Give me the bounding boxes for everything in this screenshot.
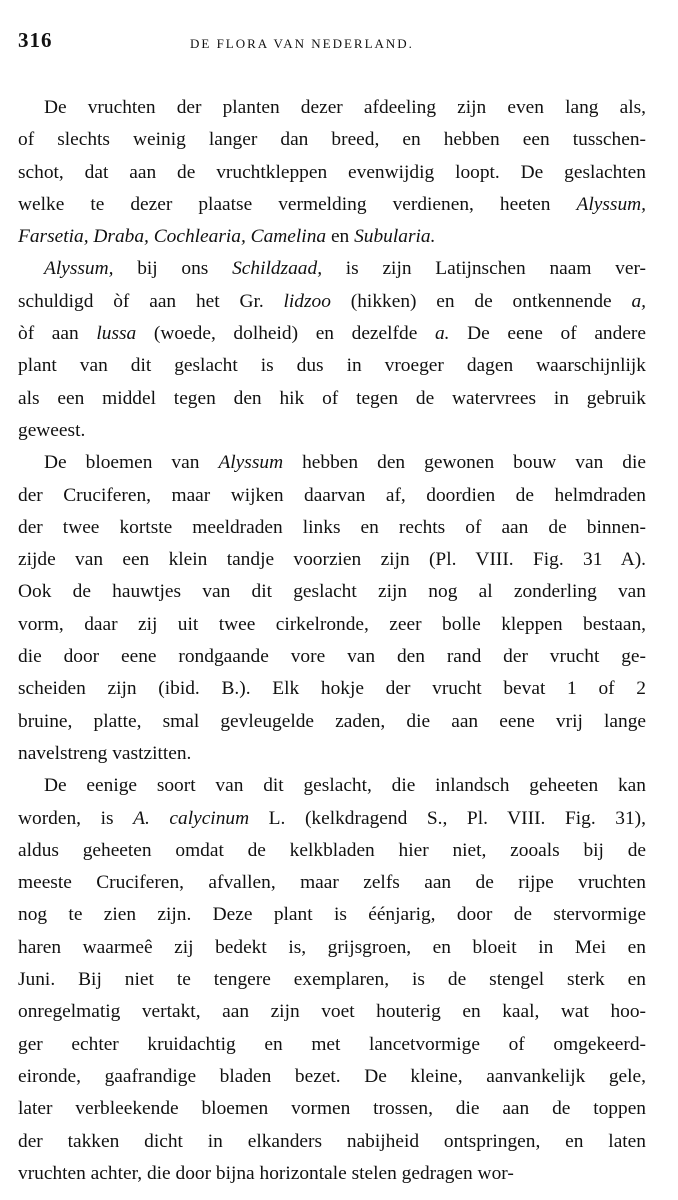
text-run: L. (kelkdragend S., Pl. VIII. Fig. 31), [249,807,646,829]
text-run: en [326,226,355,248]
text-run: De eenige soort van dit geslacht, die inlandsch geheeten kan [44,775,646,797]
text-run: meeste Cruciferen, afvallen, maar zelfs aan de rijpe vruchten [18,872,646,894]
italic-term: lussa [96,323,137,345]
text-line [18,1158,646,1190]
running-head [18,24,646,58]
text-line [18,673,646,705]
text-run: vruchten achter, die door bijna horizontale stelen gedragen wor- [18,1162,514,1184]
text-run: is zijn Latijnschen naam ver- [322,258,646,280]
body-text [18,92,646,1190]
text-line [18,803,646,835]
text-line [18,996,646,1028]
text-run: (woede, dolheid) en dezelfde [136,323,435,345]
text-run: scheiden zijn (ibid. B.). Elk hokje der vrucht bevat 1 of 2 [18,678,646,700]
text-run: onregelmatig vertakt, aan zijn voet houterig en kaal, wat hoo- [18,1001,646,1023]
text-run: aldus geheeten omdat de kelkbladen hier niet, zooals bij de [18,839,646,861]
text-run: eironde, gaafrandige bladen bezet. De kleine, aanvankelijk gele, [18,1065,646,1087]
text-run: haren waarmeê zij bedekt is, grijsgroen, en bloeit in Mei en [18,936,646,958]
text-run: navelstreng vastzitten. [18,742,192,764]
text-line [18,706,646,738]
text-line [18,1126,646,1158]
paragraph [18,92,646,253]
paragraph [18,253,646,447]
text-line [18,899,646,931]
text-line [18,609,646,641]
text-line [18,92,646,124]
text-line [18,738,646,770]
text-run: De vruchten der planten dezer afdeeling zijn even lang als, [44,97,646,118]
text-line [18,932,646,964]
text-run: der Cruciferen, maar wijken daarvan af, doordien de helmdraden [18,484,646,506]
text-line [18,1093,646,1125]
text-line [18,512,646,544]
text-run: schuldigd òf aan het Gr. [18,290,284,312]
text-run: als een middel tegen den hik of tegen de watervrees in gebruik [18,387,646,409]
text-run: hebben den gewonen bouw van die [283,452,646,474]
text-run: nog te zien zijn. Deze plant is éénjarig, door de stervormige [18,904,646,926]
page-number: 316 [18,28,53,52]
text-line [18,770,646,802]
text-line [18,221,646,253]
text-line [18,286,646,318]
text-run: later verbleekende bloemen vormen trossen, die aan de toppen [18,1098,646,1120]
text-run: bij ons [113,258,233,280]
text-line [18,350,646,382]
italic-term: Subularia. [354,226,436,248]
text-line [18,964,646,996]
italic-term: lidzoo [283,290,331,312]
text-run: die door eene rondgaande vore van den rand der vrucht ge- [18,646,646,668]
text-run: òf aan [18,323,97,345]
running-title: DE FLORA VAN NEDERLAND. [190,36,414,51]
text-run: of slechts weinig langer dan breed, en hebben een tusschen- [18,129,646,151]
text-line [18,544,646,576]
text-run: De eene of andere [449,323,646,345]
text-line [18,641,646,673]
italic-term: Alyssum, [44,258,114,280]
text-run: geweest. [18,419,86,441]
text-line [18,480,646,512]
italic-term: Schildzaad, [232,258,323,280]
text-line [18,576,646,608]
text-line [18,1029,646,1061]
italic-term: Farsetia, Draba, Cochlearia, Camelina [18,226,327,248]
text-line [18,415,646,447]
text-run: schot, dat aan de vruchtkleppen evenwijdig loopt. De geslachten [18,161,646,183]
italic-term: a, [631,290,646,312]
italic-term: a. [434,323,450,345]
text-run: Ook de hauwtjes van dit geslacht zijn nog al zonderling van [18,581,646,603]
text-run: vorm, daar zij uit twee cirkelronde, zeer bolle kleppen bestaan, [18,613,646,635]
text-run: der twee kortste meeldraden links en rechts of aan de binnen- [18,516,646,538]
text-run: welke te dezer plaatse vermelding verdienen, heeten [18,193,577,215]
text-line [18,867,646,899]
text-run: worden, is [18,807,134,829]
text-line [18,318,646,350]
italic-term: Alyssum [218,452,284,474]
text-line [18,835,646,867]
text-run: ger echter kruidachtig en met lancetvormige of omgekeerd- [18,1033,646,1055]
book-page [18,24,646,1190]
italic-term: Alyssum, [576,193,646,215]
paragraph [18,447,646,770]
text-run: Juni. Bij niet te tengere exemplaren, is de stengel sterk en [18,969,646,991]
text-line [18,157,646,189]
text-line [18,447,646,479]
text-line [18,189,646,221]
text-run: (hikken) en de ontkennende [330,290,632,312]
text-run: plant van dit geslacht is dus in vroeger dagen waarschijnlijk [18,355,646,377]
text-line [18,124,646,156]
text-line [18,253,646,285]
paragraph [18,770,646,1190]
text-run: der takken dicht in elkanders nabijheid ontspringen, en laten [18,1130,646,1152]
text-run: bruine, platte, smal gevleugelde zaden, die aan eene vrij lange [18,710,646,732]
italic-term: A. calycinum [133,807,250,829]
text-run: zijde van een klein tandje voorzien zijn (Pl. VIII. Fig. 31 A). [18,549,646,571]
text-line [18,383,646,415]
text-run: De bloemen van [44,452,219,474]
text-line [18,1061,646,1093]
